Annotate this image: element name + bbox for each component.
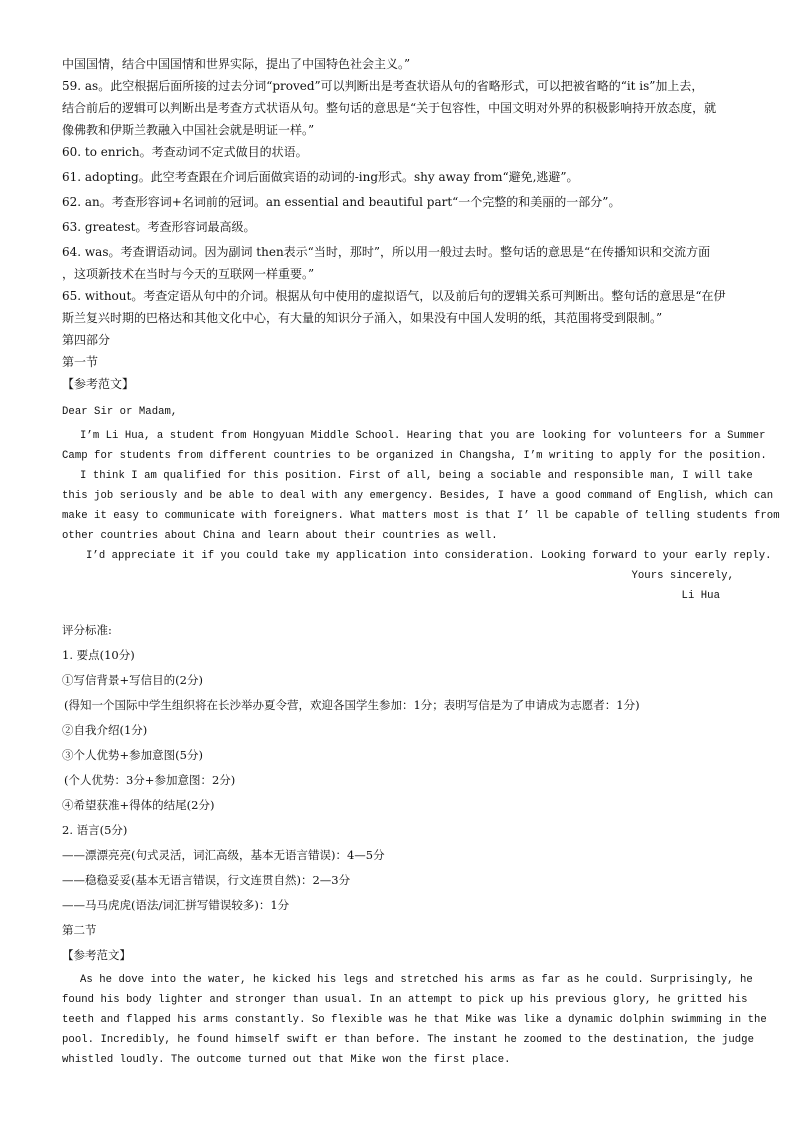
story-line: found his body lighter and stronger than usual. In an attempt to pick up his previous glory, he gritted his xyxy=(62,994,748,1006)
grading-item: ①写信背景+写信目的(2分) xyxy=(62,673,203,687)
text-line: 像佛教和伊斯兰教融入中国社会就是明证一样。” xyxy=(62,123,315,137)
answer-64: 64. was。考查谓语动词。因为副词 then表示“当时，那时”，所以用一般过去时。整句话的意思是“在传播知识和交流方面 xyxy=(62,245,711,259)
text-line: 斯兰复兴时期的巴格达和其他文化中心，有大量的知识分子涌入，如果没有中国人发明的纸，其范围将受到限制。” xyxy=(62,311,663,325)
subsection-heading: 第二节 xyxy=(62,923,97,937)
story-line: As he dove into the water, he kicked his legs and stretched his arms as far as he could. Surprisingly, he xyxy=(80,974,753,986)
letter-line: Camp for students from different countries to be organized in Changsha, I’m writing to apply for the position. xyxy=(62,450,767,462)
grading-item: 2. 语言(5分) xyxy=(62,823,128,837)
answer-61: 61. adopting。此空考查跟在介词后面做宾语的动词的-ing形式。shy away from“避免,逃避”。 xyxy=(62,170,579,184)
text-line: 结合前后的逻辑可以判断出是考查方式状语从句。整句话的意思是“关于包容性，中国文明对外界的积极影响持开放态度，就 xyxy=(62,101,717,115)
letter-line: I’m Li Hua, a student from Hongyuan Middle School. Hearing that you are looking for volunteers for a Summer xyxy=(80,430,766,442)
grading-title: 评分标准: xyxy=(62,623,112,637)
grading-item: ——稳稳妥妥(基本无语言错误，行文连贯自然)：2—3分 xyxy=(62,873,351,887)
text-line: 中国国情，结合中国国情和世界实际，提出了中国特色社会主义。” xyxy=(62,57,411,71)
sample-story xyxy=(62,970,767,1070)
letter-closing: Yours sincerely, xyxy=(631,570,734,582)
story-line: pool. Incredibly, he found himself swift er than before. The instant he zoomed to the destination, the judge xyxy=(62,1034,754,1046)
grading-item: 1. 要点(10分) xyxy=(62,648,135,662)
grading-item: (个人优势：3分+参加意图：2分) xyxy=(64,773,236,787)
answer-explanations xyxy=(62,53,734,395)
grading-item: (得知一个国际中学生组织将在长沙举办夏令营，欢迎各国学生参加：1分；表明写信是为了申请成为志愿者：1分) xyxy=(64,698,640,712)
section-heading: 第四部分 xyxy=(62,333,111,347)
answer-62: 62. an。考查形容词+名词前的冠词。an essential and beautiful part“一个完整的和美丽的一部分”。 xyxy=(62,195,621,209)
answer-59: 59. as。此空根据后面所接的过去分词“proved”可以判断出是考查状语从句的省略形式，可以把被省略的“it is”加上去， xyxy=(62,79,704,93)
letter-line: other countries about China and learn about their countries as well. xyxy=(62,530,498,542)
letter-signature: Li Hua xyxy=(681,590,720,602)
story-line: whistled loudly. The outcome turned out that Mike won the first place. xyxy=(62,1054,511,1066)
letter-line: this job seriously and be able to deal with any emergency. Besides, I have a good command of English, which can xyxy=(62,490,774,502)
subsection-heading: 第一节 xyxy=(62,355,99,369)
story-line: teeth and flapped his arms constantly. So flexible was he that Mike was like a dynamic dolphin swimming in the xyxy=(62,1014,767,1026)
letter-greeting: Dear Sir or Madam, xyxy=(62,406,178,418)
answer-63: 63. greatest。考查形容词最高级。 xyxy=(62,220,256,234)
reference-heading: 【参考范文】 xyxy=(62,377,135,391)
grading-item: ——漂漂亮亮(句式灵活，词汇高级，基本无语言错误)：4—5分 xyxy=(62,848,385,862)
letter-line: make it easy to communicate with foreigners. What matters most is that I’ ll be capable of telling students from xyxy=(62,510,780,522)
answer-60: 60. to enrich。考查动词不定式做目的状语。 xyxy=(62,145,308,159)
grading-item: ④希望获准+得体的结尾(2分) xyxy=(62,798,215,812)
grading-criteria xyxy=(62,618,734,968)
sample-letter xyxy=(62,402,780,606)
reference-heading: 【参考范文】 xyxy=(62,948,131,962)
text-line: ，这项新技术在当时与今天的互联网一样重要。” xyxy=(62,267,315,281)
grading-item: ——马马虎虎(语法/词汇拼写错误较多)：1分 xyxy=(62,898,290,912)
answer-65: 65. without。考查定语从句中的介词。根据从句中使用的虚拟语气，以及前后句的逻辑关系可判断出。整句话的意思是“在伊 xyxy=(62,289,726,303)
grading-item: ③个人优势+参加意图(5分) xyxy=(62,748,203,762)
grading-item: ②自我介绍(1分) xyxy=(62,723,148,737)
letter-line: I think I am qualified for this position. First of all, being a sociable and responsible man, I will take xyxy=(80,470,753,482)
letter-line: I’d appreciate it if you could take my application into consideration. Looking forward to your early reply. xyxy=(86,550,772,562)
